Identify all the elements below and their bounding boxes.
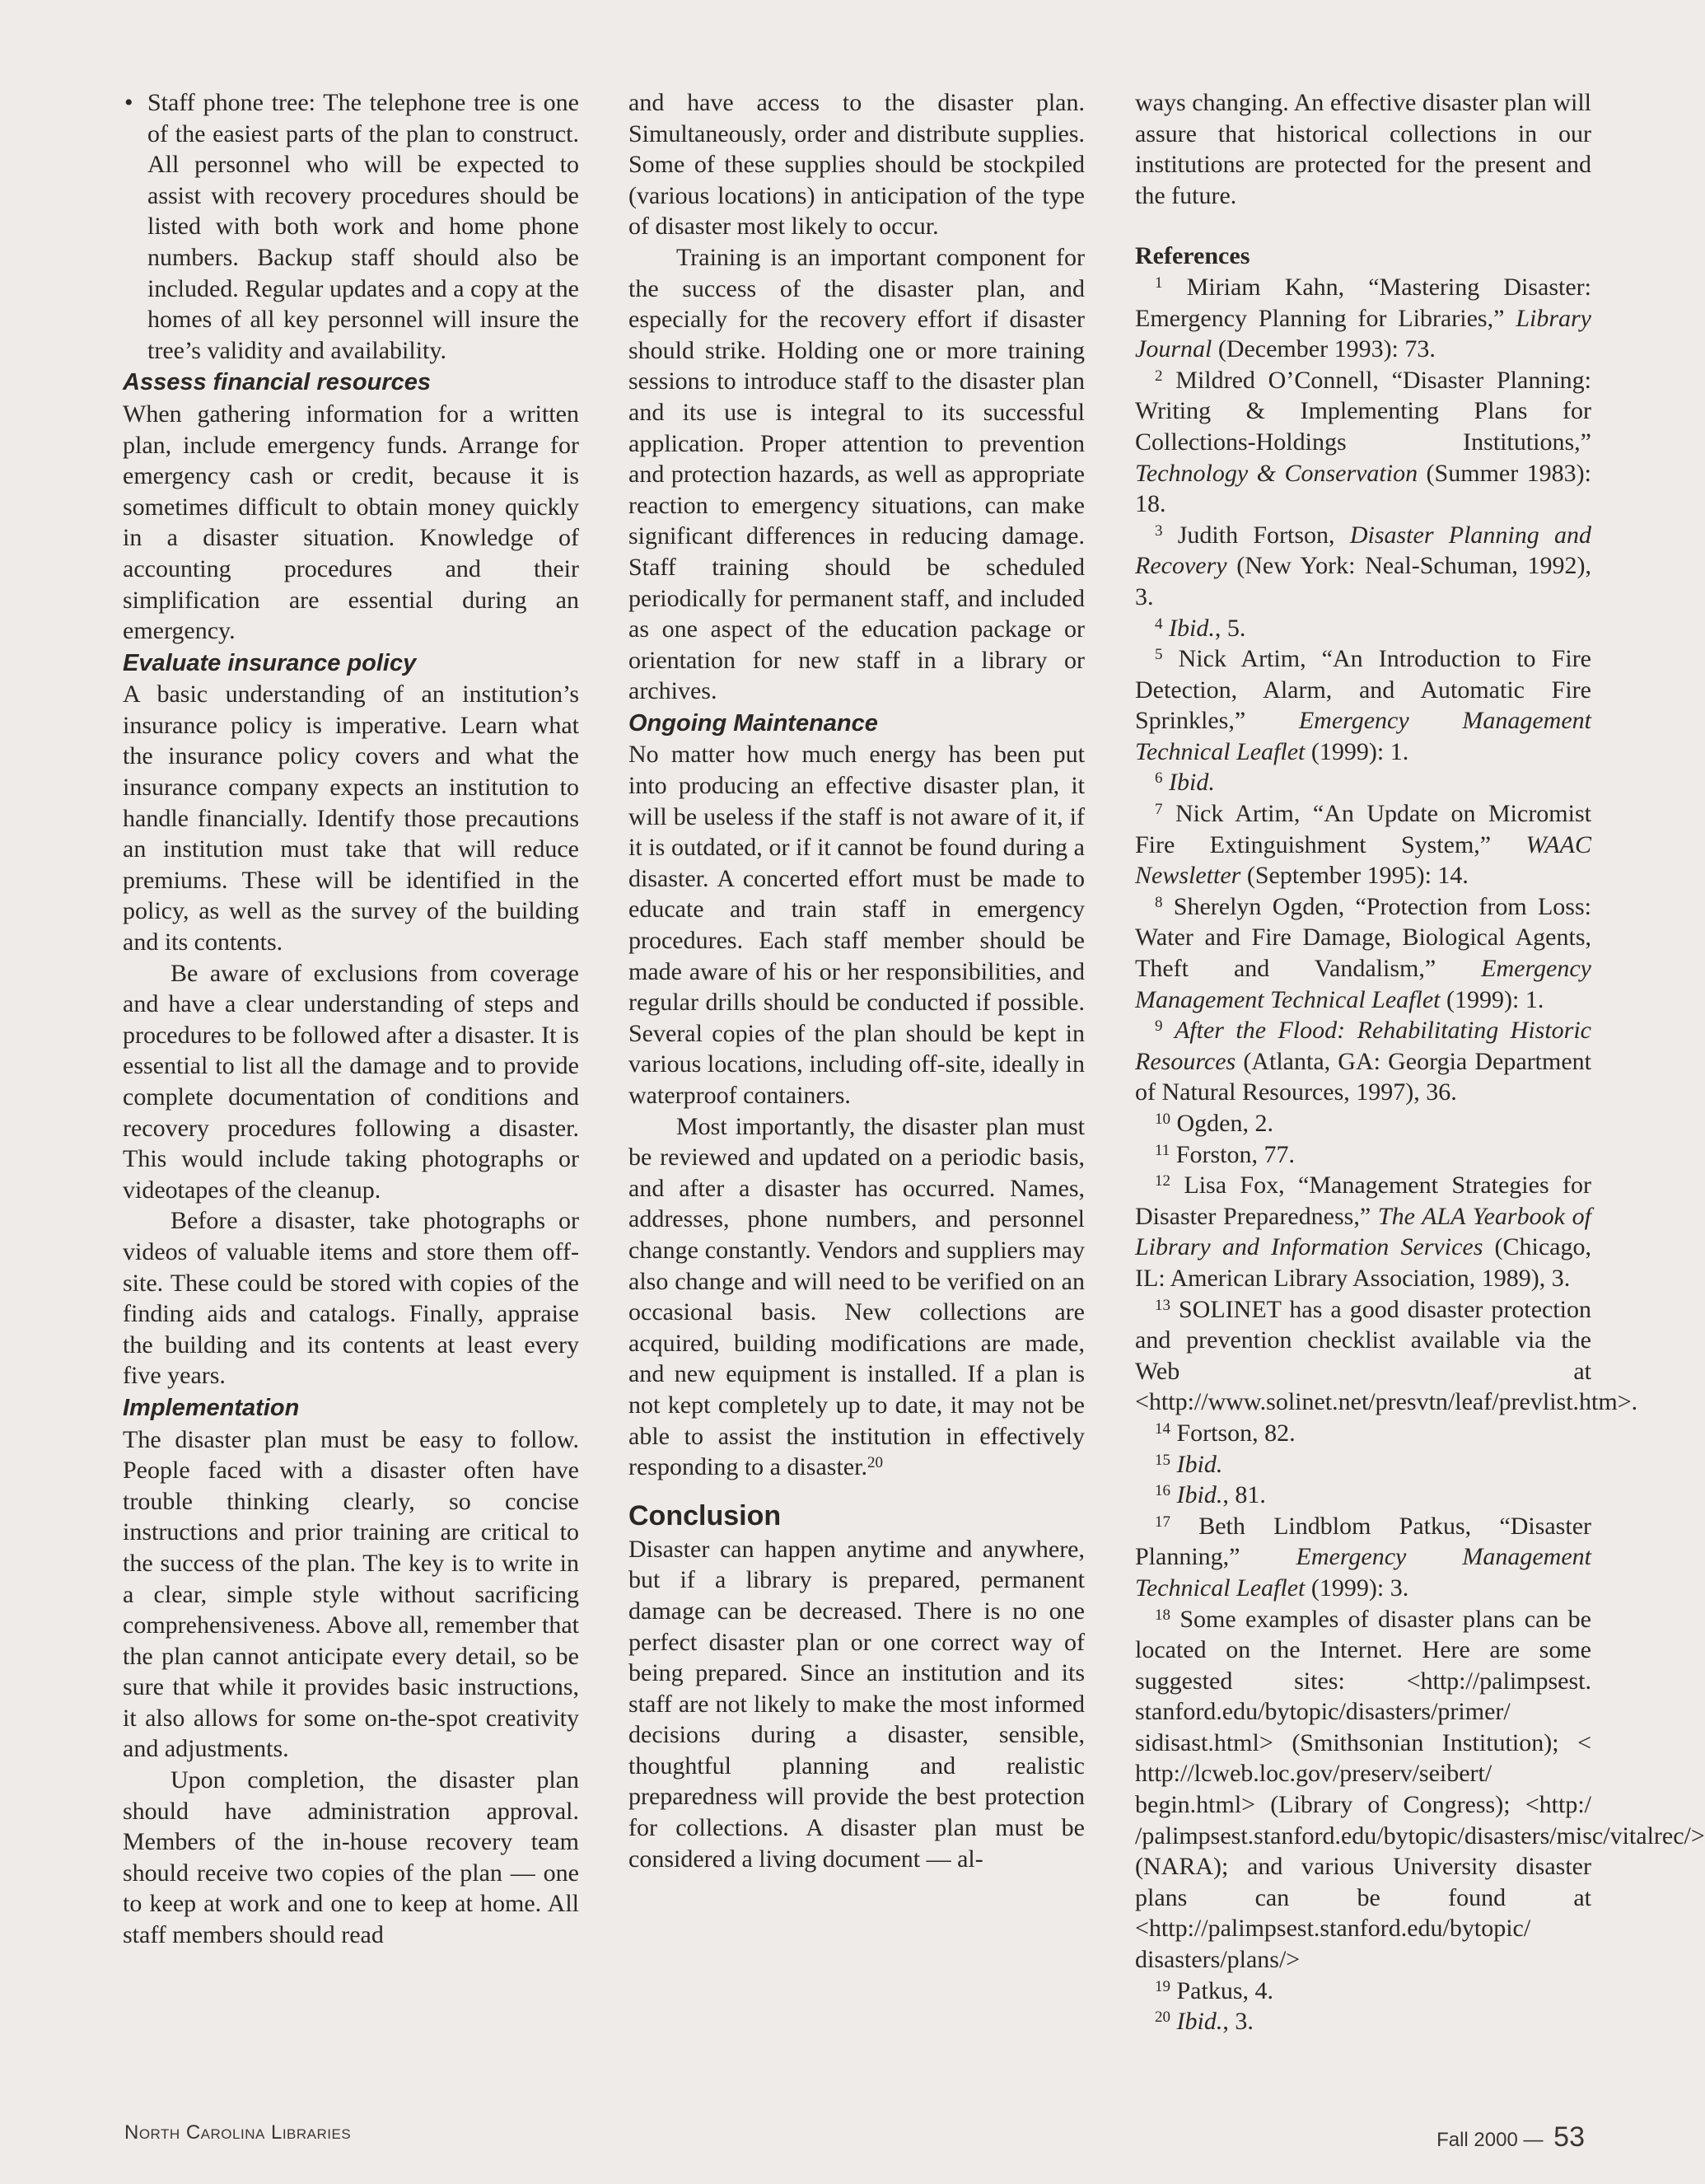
superscript-number: 8 xyxy=(1155,893,1163,911)
superscript-number: 19 xyxy=(1155,1977,1170,1995)
text-run xyxy=(1170,1451,1177,1478)
text: Implementation xyxy=(123,1394,300,1421)
text-run: Miriam Kahn, “Mastering Disaster: Emergency Planning for Libraries,” xyxy=(1135,273,1591,332)
italic-title: Emergency Management Technical Leaflet xyxy=(1135,955,1591,1013)
text-run: (New York: Neal-Schuman, 1992), 3. xyxy=(1135,552,1591,610)
section-heading xyxy=(123,648,579,680)
text: Conclusion xyxy=(628,1499,782,1532)
paragraph xyxy=(1135,87,1591,211)
italic-title: Ibid. xyxy=(1176,1481,1223,1509)
reference-entry xyxy=(1135,798,1591,891)
superscript-number: 2 xyxy=(1155,367,1163,385)
reference-entry xyxy=(1135,365,1591,520)
text-run: , 81. xyxy=(1222,1481,1266,1509)
superscript-number: 6 xyxy=(1155,769,1163,788)
paragraph xyxy=(628,739,1085,1111)
text-run: SOLINET has a good disaster protection and prevention checklist available via the Web at <http://www.solinet.net/presvtn/leaf/prevlist.htm>. xyxy=(1135,1295,1638,1416)
text-run: Some examples of disaster plans can be located on the Internet. Here are some suggested sites: <http://palimpsest. stanford.edu/bytopic/disasters/primer/ sidisast.html> (Smithsonian Institution); < http://lcweb.loc.gov/preserv/seibert/ begin.html> (Library of Congress); <http:/ /palimpsest.stanford.edu/bytopic/disasters/misc/vitalrec/> (NARA); and various University disaster plans can be found at <http://palimpsest.stanford.edu/bytopic/ disasters/plans/> xyxy=(1135,1605,1705,1974)
text: Assess financial resources xyxy=(123,369,431,396)
text-run: Lisa Fox, “Management Strategies for Disaster Preparedness,” xyxy=(1135,1172,1591,1230)
text: When gathering information for a written plan, include emergency funds. Arrange for emergency cash or credit, because it is sometimes difficult to obtain money quickly in a disaster situation. Knowledge of accounting procedures and their simplification are essential during an emergency. xyxy=(123,400,579,645)
text-run: (1999): 1. xyxy=(1440,985,1544,1013)
paragraph xyxy=(628,1534,1085,1875)
superscript-number: 5 xyxy=(1155,646,1163,664)
superscript-number: 17 xyxy=(1155,1513,1170,1531)
section-heading xyxy=(628,1499,1085,1532)
reference-entry xyxy=(1135,643,1591,767)
superscript-number: 10 xyxy=(1155,1111,1170,1128)
text-run xyxy=(1170,2008,1177,2035)
reference-entry xyxy=(1135,2006,1591,2037)
italic-title: Disaster Planning and Recovery xyxy=(1135,521,1592,580)
superscript-number: 16 xyxy=(1155,1482,1170,1500)
text-run xyxy=(1163,615,1170,642)
italic-title: Ibid. xyxy=(1176,1450,1223,1478)
page-number: 53 xyxy=(1553,2121,1585,2153)
paragraph xyxy=(123,679,579,957)
reference-entry xyxy=(1135,272,1591,365)
italic-title: Ibid. xyxy=(1169,614,1215,642)
superscript-number: 3 xyxy=(1155,521,1163,540)
text-run: (1999): 1. xyxy=(1305,737,1409,765)
text-run: Patkus, 4. xyxy=(1170,1976,1274,2004)
text-run: Beth Lindblom Patkus, “Disaster Planning,” xyxy=(1135,1512,1591,1571)
text-run: (Atlanta, GA: Georgia Department of Natural Resources, 1997), 36. xyxy=(1135,1047,1591,1106)
superscript-number: 20 xyxy=(867,1454,883,1472)
text-run: Fortson, 82. xyxy=(1170,1419,1296,1447)
reference-entry xyxy=(1135,1418,1591,1449)
text-run: Nick Artim, “An Update on Micromist Fire Extinguishment System,” xyxy=(1135,800,1591,858)
superscript-number: 9 xyxy=(1155,1017,1163,1036)
text-run: Forston, 77. xyxy=(1170,1140,1295,1168)
footer-dash: — xyxy=(1523,2129,1544,2151)
italic-title: Emergency Management Technical Leaflet xyxy=(1135,1543,1591,1602)
section-heading xyxy=(123,367,579,399)
reference-entry xyxy=(1135,1015,1591,1108)
references-heading xyxy=(1135,241,1591,272)
superscript-number: 15 xyxy=(1155,1451,1170,1469)
text-run: (Summer 1983): 18. xyxy=(1135,459,1591,518)
column-left xyxy=(123,87,579,1951)
paragraph xyxy=(123,1205,579,1391)
reference-entry xyxy=(1135,891,1591,1015)
text-run: Ogden, 2. xyxy=(1170,1110,1273,1137)
text: Ongoing Maintenance xyxy=(628,709,878,737)
reference-entry xyxy=(1135,1604,1705,1976)
reference-entry xyxy=(1135,1170,1591,1293)
text: Upon completion, the disaster plan should have administration approval. Members of the in-house recovery team should receive two copies of the plan — one to keep at work and one to keep at home. All staff members should read xyxy=(123,1766,579,1949)
footer-issue-page xyxy=(1436,2121,1585,2154)
text: Be aware of exclusions from coverage and have a clear understanding of steps and procedures to be followed after a disaster. It is essential to list all the damage and to provide complete documentation of conditions and recovery procedures following a disaster. This would include taking photographs or videotapes of the cleanup. xyxy=(123,959,579,1204)
section-heading xyxy=(123,1393,579,1424)
text: No matter how much energy has been put into producing an effective disaster plan, it will be useless if the staff is not aware of it, if it is outdated, or if it cannot be found during a disaster. A concerted effort must be made to educate and train staff in emergency procedures. Each staff member should be made aware of his or her responsibilities, and regular drills should be conducted if possible. Several copies of the plan should be kept in various locations, including off-site, ideally in waterproof containers. xyxy=(628,741,1085,1109)
reference-entry xyxy=(1135,767,1591,798)
superscript-number: 14 xyxy=(1155,1419,1170,1438)
paragraph xyxy=(123,1424,579,1765)
text-run: Mildred O’Connell, “Disaster Planning: Writing & Implementing Plans for Collections-Holdings Institutions,” xyxy=(1135,366,1591,456)
reference-entry xyxy=(1135,1108,1591,1139)
text-run: , 5. xyxy=(1214,614,1246,642)
text: Before a disaster, take photographs or videos of valuable items and store them off-site. These could be stored with copies of the finding aids and catalogs. Finally, appraise the building and its contents at least every five years. xyxy=(123,1207,579,1390)
section-heading xyxy=(628,709,1085,740)
superscript-number: 7 xyxy=(1155,801,1163,819)
paragraph xyxy=(123,399,579,647)
italic-title: Ibid. xyxy=(1169,769,1215,797)
text-run: Sherelyn Ogden, “Protection from Loss: Water and Fire Damage, Biological Agents, Theft and Vandalism,” xyxy=(1135,892,1591,983)
reference-entry xyxy=(1135,520,1591,613)
superscript-number: 12 xyxy=(1155,1172,1170,1190)
text-run: (1999): 3. xyxy=(1305,1574,1409,1602)
italic-title: Emergency Management Technical Leaflet xyxy=(1135,707,1591,765)
text-run: (December 1993): 73. xyxy=(1212,335,1436,363)
paragraph xyxy=(628,87,1085,242)
reference-entry xyxy=(1135,1511,1591,1604)
bullet-item xyxy=(123,87,579,366)
text-run: (Chicago, IL: American Library Association, 1989), 3. xyxy=(1135,1233,1591,1292)
reference-entry xyxy=(1135,1480,1591,1511)
italic-title: After the Flood: Rehabilitating Historic Resources xyxy=(1135,1017,1591,1075)
text-run xyxy=(1170,1481,1177,1508)
text: Evaluate insurance policy xyxy=(123,649,417,676)
reference-entry xyxy=(1135,1139,1591,1171)
column-right xyxy=(1135,87,1705,2037)
superscript-number: 4 xyxy=(1155,615,1163,633)
text: Disaster can happen anytime and anywhere, but if a library is prepared, permanent damage can be decreased. There is no one perfect disaster plan or one correct way of being prepared. Since an institution and its staff are not likely to make the most informed decisions during a disaster, sensible, thoughtful planning and realistic preparedness will provide the best protection for collections. A disaster plan must be considered a living document — al- xyxy=(628,1535,1085,1873)
text-run: Most importantly, the disaster plan must be reviewed and updated on a periodic basis, and after a disaster has occurred. Names, addresses, phone numbers, and personnel change constantly. Vendors and suppliers may also change and will need to be verified on an occasional basis. New collections are acquired, building modifications are made, and new equipment is installed. If a plan is not kept completely up to date, it may not be able to assist the institution in effectively responding to a disaster. xyxy=(628,1112,1085,1481)
column-middle xyxy=(628,87,1085,1874)
italic-title: Ibid. xyxy=(1176,2008,1223,2036)
text: and have access to the disaster plan. Simultaneously, order and distribute supplies. Some of these supplies should be stockpiled (various locations) in anticipation of the type of disaster most likely to occur. xyxy=(628,89,1085,241)
italic-title: WAAC Newsletter xyxy=(1135,830,1591,890)
italic-title: Technology & Conservation xyxy=(1135,459,1418,487)
reference-entry xyxy=(1135,1294,1638,1418)
italic-title: Library Journal xyxy=(1135,304,1591,363)
superscript-number: 18 xyxy=(1155,1606,1170,1624)
superscript-number: 1 xyxy=(1155,274,1163,292)
text: The disaster plan must be easy to follow. People faced with a disaster often have trouble thinking clearly, so concise instructions and prior training are critical to the success of the plan. The key is to write in a clear, simple style without sacrificing comprehensiveness. Above all, remember that the plan cannot anticipate every detail, so be sure that while it provides basic instructions, it also allows for some on-the-spot creativity and adjustments. xyxy=(123,1425,579,1763)
text-run: , 3. xyxy=(1222,2008,1254,2036)
paragraph xyxy=(628,1111,1085,1483)
text-run: (September 1995): 14. xyxy=(1240,862,1469,890)
text: Training is an important component for the success of the disaster plan, and especially for the recovery effort if disaster should strike. Holding one or more training sessions to introduce staff to the disaster plan and its use is integral to its successful application. Proper attention to prevention and protection hazards, as well as appropriate reaction to emergency situations, can make significant differences in reducing damage. Staff training should be scheduled periodically for permanent staff, and included as one aspect of the education package or orientation for new staff in a library or archives. xyxy=(628,243,1085,705)
reference-entry xyxy=(1135,1976,1591,2007)
text-run: Nick Artim, “An Introduction to Fire Detection, Alarm, and Automatic Fire Sprinkles,” xyxy=(1135,645,1591,735)
text: ways changing. An effective disaster plan will assure that historical collections in our institutions are protected for the present and the future. xyxy=(1135,89,1591,209)
paragraph xyxy=(123,958,579,1206)
text: References xyxy=(1135,242,1250,270)
italic-title: The ALA Yearbook of Library and Information Services xyxy=(1135,1202,1591,1261)
reference-entry xyxy=(1135,613,1591,644)
superscript-number: 11 xyxy=(1155,1141,1170,1159)
bullet-icon: • xyxy=(124,89,133,116)
paragraph xyxy=(123,1765,579,1951)
superscript-number: 20 xyxy=(1155,2009,1170,2027)
text-run xyxy=(1163,769,1170,796)
text: Staff phone tree: The telephone tree is one of the easiest parts of the plan to construct. All personnel who will be expected to assist with recovery procedures should be listed with both work and home phone numbers. Backup staff should also be included. Regular updates and a copy at the homes of all key personnel will insure the tree’s validity and availability. xyxy=(147,89,579,364)
paragraph xyxy=(628,242,1085,707)
superscript-number: 13 xyxy=(1155,1296,1170,1314)
reference-entry xyxy=(1135,1449,1591,1480)
footer-publication: North Carolina Libraries xyxy=(124,2121,352,2144)
text-run: Judith Fortson, xyxy=(1162,521,1350,549)
footer-issue: Fall 2000 xyxy=(1436,2129,1518,2151)
text: A basic understanding of an institution’s insurance policy is imperative. Learn what the insurance policy covers and what the insurance company expects an institution to handle financially. Identify those precautions an institution must take that will reduce premiums. These will be identified in the policy, as well as the survey of the building and its contents. xyxy=(123,680,579,956)
text-run xyxy=(1163,1017,1175,1044)
